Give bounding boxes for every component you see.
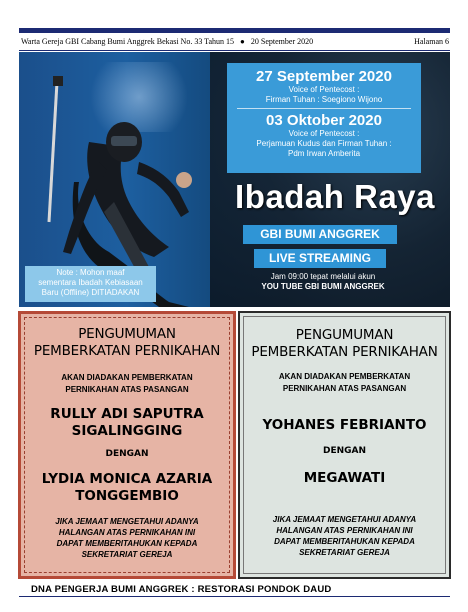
event-1-line-1: Voice of Pentecost : — [288, 85, 360, 94]
with-label: DENGAN — [322, 446, 367, 456]
groom-name-2: SIGALINGGING — [71, 423, 183, 439]
page-number: Halaman 6 — [414, 37, 449, 46]
issue-date: 20 September 2020 — [250, 37, 314, 46]
note-line-3: Baru (Offline) DITIADAKAN — [41, 288, 140, 297]
announcement-heading: PENGUMUMAN — [78, 326, 176, 342]
event-1-line-2: Firman Tuhan : Soegiono Wijono — [265, 95, 383, 104]
objection-note — [248, 514, 441, 558]
announcement-intro-1: AKAN DIADAKAN PEMBERKATAN — [278, 372, 411, 381]
announcement-intro-2: PERNIKAHAN ATAS PASANGAN — [65, 385, 189, 394]
stream-time: Jam 09:00 tepat melalui akun — [270, 272, 376, 281]
top-bar — [19, 28, 450, 33]
event-2-line-3: Pdm Irwan Amberita — [287, 149, 361, 158]
groom-name-1: RULLY ADI SAPUTRA — [50, 406, 204, 422]
bride-name-2: TONGGEMBIO — [75, 488, 179, 504]
schedule-box — [227, 63, 421, 173]
event-2-date: 03 Oktober 2020 — [266, 112, 382, 129]
announcement-subheading: PEMBERKATAN PERNIKAHAN — [251, 344, 438, 360]
note-line: JIKA JEMAAT MENGETAHUI ADANYA — [55, 517, 199, 526]
note-line: HALANGAN ATAS PERNIKAHAN INI — [58, 528, 196, 537]
note-line: DAPAT MEMBERITAHUKAN KEPADA — [56, 539, 198, 548]
header-divider — [19, 50, 450, 51]
note-line-2: sementara Ibadah Kebiasaan — [38, 278, 143, 287]
church-name-badge: GBI BUMI ANGGREK — [243, 225, 397, 244]
event-2-line-2: Perjamuan Kudus dan Firman Tuhan : — [256, 139, 392, 148]
schedule-divider — [237, 108, 411, 109]
note-line: DAPAT MEMBERITAHUKAN KEPADA — [274, 537, 415, 546]
footer-motto: DNA PENGERJA BUMI ANGGREK : RESTORASI PONDOK DAUD — [31, 584, 332, 595]
announcement-subheading: PEMBERKATAN PERNIKAHAN — [33, 343, 221, 359]
objection-note — [29, 516, 225, 560]
groom-name-1: YOHANES FEBRIANTO — [262, 417, 427, 433]
announcement-intro-1: AKAN DIADAKAN PEMBERKATAN — [61, 373, 193, 382]
service-title: Ibadah Raya — [235, 178, 435, 215]
bride-name-1: LYDIA MONICA AZARIA — [41, 471, 213, 487]
note-line-1: Note : Mohon maaf — [56, 268, 125, 277]
stream-account: YOU TUBE GBI BUMI ANGGREK — [261, 282, 385, 291]
announcement-card-1 — [18, 311, 236, 579]
bride-name-1: MEGAWATI — [303, 470, 386, 486]
offline-note — [25, 266, 156, 302]
note-line: JIKA JEMAAT MENGETAHUI ADANYA — [272, 515, 417, 524]
live-streaming-badge: LIVE STREAMING — [254, 249, 386, 268]
hero-banner — [19, 52, 450, 307]
announcement-heading: PENGUMUMAN — [295, 327, 394, 343]
announcement-card-2 — [238, 311, 451, 579]
footer-divider — [19, 596, 450, 597]
publication-title: Warta Gereja GBI Cabang Bumi Anggrek Bekasi No. 33 Tahun 15 — [21, 37, 235, 46]
page-header — [21, 37, 449, 49]
announcement-intro-2: PERNIKAHAN ATAS PASANGAN — [282, 384, 407, 393]
event-1-date: 27 September 2020 — [256, 68, 392, 85]
event-2-line-1: Voice of Pentecost : — [288, 129, 360, 138]
bullet: ● — [240, 37, 245, 46]
note-line: SEKRETARIAT GEREJA — [299, 548, 390, 557]
note-line: SEKRETARIAT GEREJA — [81, 550, 173, 559]
with-label: DENGAN — [105, 449, 149, 459]
note-line: HALANGAN ATAS PERNIKAHAN INI — [276, 526, 413, 535]
stream-info — [238, 272, 408, 292]
